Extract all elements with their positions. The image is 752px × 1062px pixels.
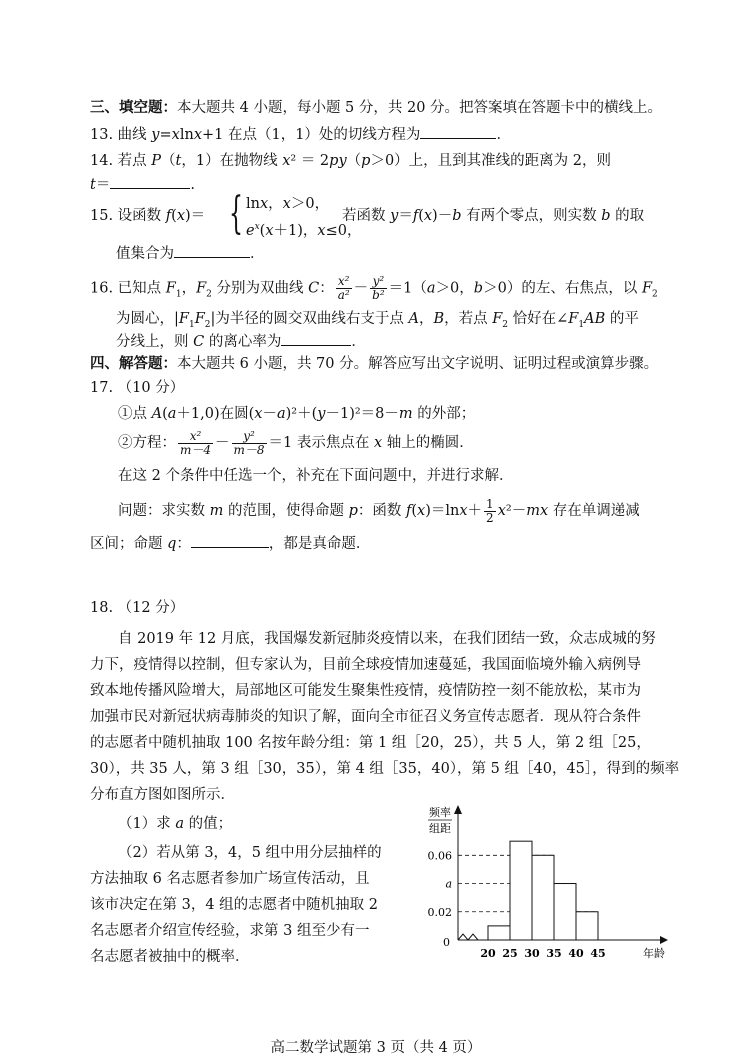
q17-text: ²－ [505, 503, 527, 519]
q15-text: ， [268, 196, 283, 212]
q18-sub-2 [90, 921, 369, 941]
x-axis-label: 年龄 [643, 947, 665, 960]
q13-var-y: y [151, 127, 160, 143]
axis-break-icon [458, 934, 478, 940]
histogram-bar [554, 884, 576, 940]
y-tick-label: 0.02 [427, 905, 452, 919]
q17-line-last [90, 533, 370, 554]
fraction-den: a² [337, 288, 350, 302]
x-tick-label: 45 [590, 947, 606, 960]
q15-var: b [601, 208, 611, 224]
q16-text: |为半径的圆交双曲线右支于点 [210, 311, 409, 327]
q17-text: ②方程： [118, 435, 176, 451]
q13-text: = [159, 127, 172, 143]
q18-sub-2 [90, 895, 378, 915]
histogram-bar [510, 841, 532, 940]
q15-text: )＝ [185, 208, 206, 224]
q15-text: 15. 设函数 [90, 208, 166, 224]
q15-text: 若函数 [342, 208, 391, 224]
q18-text: 方法抽取 6 名志愿者参加广场宣传活动，且 [90, 871, 370, 887]
q15-var: x [259, 196, 269, 212]
q17-text: ＋ [467, 503, 483, 519]
q15-text: ln [246, 196, 260, 212]
fraction-num: x² [178, 430, 213, 444]
q18-text: 该市决定在第 3，4 组的志愿者中随机抽取 2 [90, 897, 379, 913]
q17-var: x [497, 503, 506, 519]
q17-text: )²＋( [285, 406, 318, 422]
q16-text: 16. 已知点 [90, 280, 166, 297]
fraction-den: b² [372, 288, 385, 302]
q15-var: x [423, 208, 433, 224]
q15-text: 的取 [610, 208, 645, 224]
q17-condition-2 [118, 429, 474, 457]
q18-text: 加强市民对新冠状病毒肺炎的知识了解，面向全市征召义务宣传志愿者．现从符合条件 [90, 709, 641, 725]
q15-text: )－ [432, 208, 453, 224]
q17-var: m [398, 406, 413, 422]
q16-text: － [353, 280, 369, 297]
q16-text: ，若点 [444, 311, 493, 327]
q16-var: F [641, 280, 652, 297]
fraction-den: 2 [486, 510, 494, 525]
q17-choose [118, 466, 513, 486]
section4-desc: 本大题共 6 小题，共 70 分。解答应写出文字说明、证明过程或演算步骤。 [177, 356, 659, 372]
section3-header [90, 98, 662, 118]
y-tick-label: 0.06 [427, 849, 452, 863]
q16-var: C [193, 334, 205, 350]
q15-var: y [390, 208, 399, 224]
q16-text: ＞0）的左、右焦点，以 [483, 280, 642, 297]
q14-text: ，1）在抛物线 [181, 153, 283, 169]
q15-text: ( [259, 222, 266, 239]
q17-text: 在这 2 个条件中任选一个，补充在下面问题中，并进行求解． [118, 468, 514, 484]
q16-var: F [178, 311, 189, 327]
y-axis-label-bottom: 组距 [429, 822, 451, 835]
q17-var: a [167, 406, 177, 422]
q15-var: x [176, 208, 186, 224]
q14-var: p [361, 153, 371, 169]
histogram-bar [488, 926, 510, 940]
q17-question [118, 497, 640, 525]
question-16-line3 [116, 331, 366, 352]
section4-title: 四、解答题： [90, 355, 177, 372]
x-tick-label: 25 [502, 947, 518, 960]
q15-var: e [246, 222, 255, 239]
q18-para-line [90, 733, 651, 753]
question-16 [90, 275, 658, 307]
question-15-prefix [90, 206, 205, 226]
q15-var: x [317, 222, 326, 239]
x-tick-label: 30 [524, 947, 540, 960]
q15-case-1 [246, 194, 329, 214]
q13-text: 13. 曲线 [90, 127, 152, 143]
q18-text: 30），共 35 人，第 3 组［30，35），第 4 组［35，40），第 5 组［40，45］，得到的频率 [90, 761, 680, 777]
q17-var: a [276, 406, 286, 422]
q15-text: ＋1)， [273, 222, 318, 239]
histogram-bar [576, 912, 598, 940]
q18-text: 名志愿者介绍宣传经验，求第 3 组至少有一 [90, 923, 370, 939]
q14-var: py [329, 153, 347, 169]
q14-var: t [90, 177, 96, 193]
q17-text: 问题：求实数 [118, 503, 210, 519]
q18-sub-2 [90, 869, 369, 889]
q18-text: 分布直方图如图所示． [90, 787, 235, 803]
q17-var: f [405, 503, 412, 519]
q16-text: 的平 [605, 311, 639, 327]
x-tick-label: 40 [568, 947, 584, 960]
q17-text: － [262, 406, 277, 422]
q16-text: 分别为双曲线 [211, 280, 309, 297]
q18-text: 自 2019 年 12 月底，我国爆发新冠肺炎疫情以来，在我们团结一致，众志成城的努 [118, 631, 656, 647]
q18-text: 的志愿者中随机抽取 100 名按年龄分组：第 1 组［20，25），共 5 人，第 2 组［25， [90, 735, 651, 751]
q16-text: ． [351, 334, 366, 350]
q18-text: （1）求 [118, 816, 176, 832]
q17-text: ( [162, 406, 168, 422]
q17-text: 的外部； [412, 406, 476, 422]
q16-var: C [308, 280, 320, 297]
fraction-num: y² [232, 430, 267, 444]
q17-var: q [167, 536, 177, 552]
q16-text: 为圆心，| [116, 311, 179, 327]
q14-var: t [175, 153, 182, 169]
q18-sub-1 [118, 814, 232, 834]
q18-para-line [90, 681, 641, 701]
y-axis-label-top: 频率 [429, 806, 451, 819]
q15-var: f [165, 208, 172, 224]
q18-var: a [175, 816, 184, 832]
q17-text: ＋1,0)在圆( [176, 406, 255, 422]
q17-fraction [178, 430, 213, 457]
q18-text: （2）若从第 3，4，5 组中用分层抽样的 [118, 845, 382, 861]
q16-text: ： [319, 280, 334, 297]
x-tick-label: 35 [546, 947, 562, 960]
q18-text: 的值； [184, 816, 233, 832]
q15-text: ( [418, 208, 424, 224]
origin-label: 0 [443, 936, 450, 949]
answer-blank[interactable] [281, 331, 351, 346]
q16-fraction [336, 275, 352, 302]
q16-text: ＞0， [435, 280, 474, 297]
x-tick-label: 20 [480, 947, 496, 960]
q16-sub: 2 [502, 319, 509, 330]
q17-text: －1)²＝8－ [325, 406, 399, 422]
q16-var: F [492, 311, 503, 327]
q15-text: ＝ [398, 208, 413, 224]
q15-text: ＞0， [290, 196, 330, 212]
q14-var: x [282, 153, 291, 169]
fraction-num: 1 [486, 496, 494, 511]
question-17-head [90, 378, 184, 398]
q17-condition-1 [118, 404, 475, 424]
q16-var: A [408, 311, 419, 327]
q15-var: b [452, 208, 462, 224]
q17-var: x [539, 503, 549, 519]
question-15-line2 [116, 243, 265, 264]
section3-title: 三、填空题： [90, 99, 177, 116]
q18-text: 力下，疫情得以控制，但专家认为，目前全球疫情加速蔓延，我国面临境外输入病例导 [90, 657, 641, 673]
question-13 [90, 124, 511, 145]
q16-text: 分线上，则 [116, 334, 194, 350]
q17-fraction [484, 498, 496, 525]
q17-var: A [151, 406, 163, 422]
q16-var: AB [584, 311, 606, 327]
q15-var: x [265, 222, 274, 239]
q17-text: ： [176, 536, 191, 552]
q16-sub: 1 [578, 319, 585, 330]
frequency-histogram [410, 800, 680, 970]
q16-fraction [370, 275, 387, 302]
answer-blank[interactable] [174, 243, 250, 258]
fraction-num: x² [336, 275, 352, 289]
q15-var: x [254, 222, 260, 232]
q17-var: m [526, 503, 540, 519]
q14-text: 14. 若点 [90, 153, 152, 169]
q17-var: x [459, 503, 468, 519]
q16-sub: 1 [175, 289, 182, 300]
q17-text: )＝ln [425, 503, 460, 519]
answer-blank[interactable] [110, 174, 190, 189]
section3-desc: 本大题共 4 小题，每小题 5 分，共 20 分。把答案填在答题卡中的横线上。 [177, 100, 663, 116]
q16-sub: 1 [188, 319, 195, 330]
q16-sub: 2 [204, 319, 211, 330]
q16-text: ， [181, 280, 197, 297]
q17-text: － [215, 435, 230, 451]
q17-fraction [232, 430, 267, 457]
q15-text: 值集合为 [116, 246, 174, 262]
q17-text: 区间；命题 [90, 536, 168, 552]
q17-var: y [317, 406, 326, 422]
q18-sub-2 [90, 947, 250, 967]
page-footer: 高二数学试题第 3 页（共 4 页） [270, 1040, 482, 1056]
q18-para-line [90, 785, 235, 805]
q16-var: B [433, 311, 445, 327]
q16-var: F [165, 280, 176, 297]
q13-var-x: x [171, 127, 180, 143]
q18-sub-2 [118, 843, 382, 863]
question-14 [90, 151, 611, 171]
q16-var: a [426, 280, 436, 297]
q14-text: （ [161, 153, 176, 169]
q16-sub: 2 [652, 289, 658, 300]
q17-var: x [373, 435, 383, 451]
q14-text: . [190, 177, 195, 193]
q15-text: ( [171, 208, 177, 224]
q17-var: p [348, 503, 358, 519]
brace-icon: { [229, 188, 243, 239]
q17-text: 17. （10 分） [90, 380, 185, 396]
answer-blank[interactable] [191, 533, 269, 548]
q17-text: ，都是真命题． [268, 536, 371, 552]
question-14-line2 [90, 174, 195, 195]
q17-var: x [254, 406, 263, 422]
q18-para-line [90, 655, 641, 675]
section4-header [90, 354, 658, 374]
q14-text: ＝ [95, 177, 111, 193]
q16-var: F [194, 311, 205, 327]
q15-text: 有两个零点，则实数 [461, 208, 602, 224]
q16-sub: 2 [206, 289, 212, 300]
q16-text: 恰好在∠ [508, 311, 569, 327]
q13-text: ． [496, 127, 511, 143]
q13-text: +1 在点（1，1）处的切线方程为 [202, 127, 421, 143]
q17-var: m [209, 503, 224, 519]
q18-para-line [90, 759, 679, 779]
q17-text: 的范围，使得命题 [223, 503, 349, 519]
histogram-bar [532, 855, 554, 940]
q15-rest [342, 206, 644, 226]
q15-var: x [282, 196, 291, 212]
q17-text: ：函数 [357, 503, 406, 519]
q14-var: P [151, 153, 162, 169]
q13-var-x: x [193, 127, 202, 143]
q13-text: ln [179, 127, 194, 143]
q17-text: ＝1 表示焦点在 [268, 435, 374, 451]
q17-var: x [417, 503, 426, 519]
q17-text: ( [411, 503, 418, 519]
q18-para-line [90, 707, 641, 727]
q17-text: 轴上的椭圆． [382, 435, 474, 451]
q16-var: F [568, 311, 579, 327]
q16-text: ， [418, 311, 434, 327]
q17-text: 存在单调递减 [548, 503, 640, 519]
q18-text: 18. （12 分） [90, 600, 185, 616]
fraction-den: m－4 [180, 442, 212, 457]
y-tick-label: a [445, 877, 452, 891]
q16-var: F [196, 280, 207, 297]
fraction-num: y² [370, 275, 387, 289]
fraction-den: m－8 [233, 442, 265, 457]
answer-blank[interactable] [420, 124, 496, 139]
q18-text: 名志愿者被抽中的概率． [90, 949, 250, 965]
q18-text: 致本地传播风险增大，局部地区可能发生聚集性疫情，疫情防控一刻不能放松，某市为 [90, 683, 641, 699]
q14-text: ² ＝ 2 [290, 153, 330, 169]
q15-text: ≤0， [325, 222, 362, 239]
q16-var: b [473, 280, 484, 297]
y-axis-arrow-icon [454, 805, 462, 814]
q16-text: ＝1（ [388, 280, 427, 297]
q16-text: 的离心率为 [204, 334, 282, 350]
q14-text: （ [346, 153, 362, 169]
q18-para-line [118, 629, 656, 649]
q15-var: f [412, 208, 419, 224]
q17-text: ①点 [118, 406, 152, 422]
q15-text: ． [250, 246, 265, 262]
x-axis-arrow-icon [660, 936, 668, 944]
question-18-head [90, 598, 184, 618]
q14-text: ＞0）上，且到其准线的距离为 2，则 [370, 153, 612, 169]
